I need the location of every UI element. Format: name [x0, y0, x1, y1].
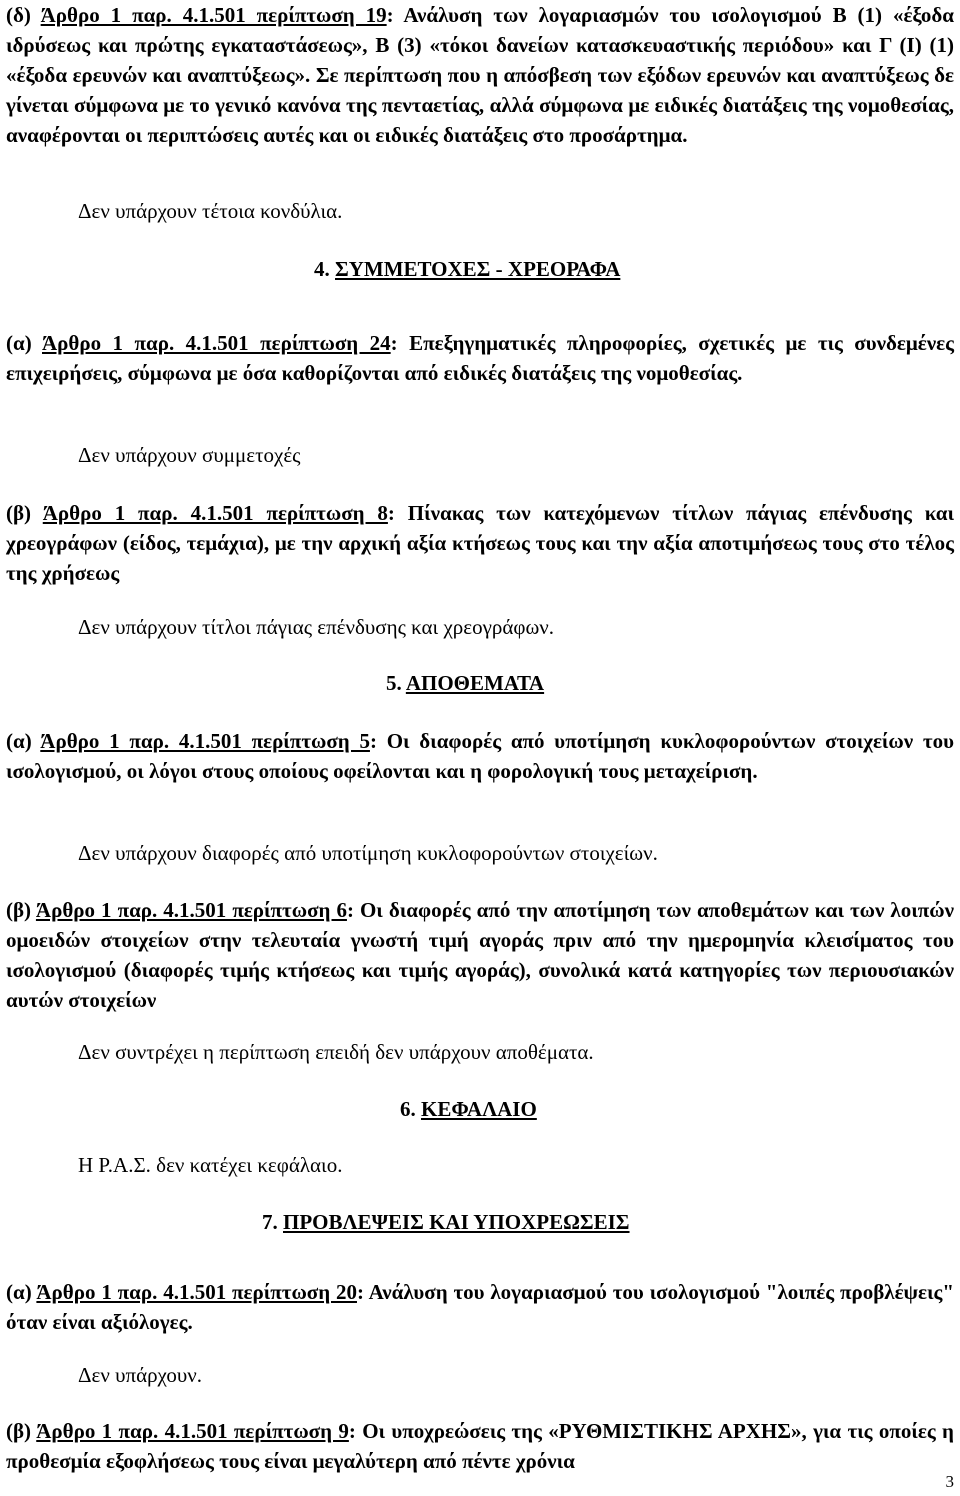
paragraph-text: : Επεξηγηματικές πληροφορίες, σχετικές με τις συνδεμένες επιχειρήσεις, σύμφωνα με όσα καθορίζονται από ειδικές διατάξεις της νομοθεσίας.	[6, 331, 954, 385]
answer-no-such-items	[6, 196, 960, 226]
article-reference: Άρθρο 1 παρ. 4.1.501 περίπτωση 9	[36, 1419, 349, 1443]
answer-text: Δεν υπάρχουν τέτοια κονδύλια.	[78, 199, 343, 223]
answer-no-differences	[6, 838, 960, 868]
paragraph-text: : Πίνακας των κατεχόμενων τίτλων πάγιας επένδυσης και χρεογράφων (είδος, τεμάχια), με την αρχική αξία κτήσεως τους και την αξία αποτιμήσεως τους στο τέλος της χρήσεως	[6, 501, 954, 585]
section-number: 7.	[262, 1210, 283, 1234]
item-label: (δ)	[6, 3, 41, 27]
paragraph-article-5	[6, 726, 954, 786]
answer-text: Η Ρ.Α.Σ. δεν κατέχει κεφάλαιο.	[78, 1153, 343, 1177]
paragraph-text: : Οι διαφορές από υποτίμηση κυκλοφορούντων στοιχείων του ισολογισμού, οι λόγοι στους οποίους οφείλονται και η φορολογική τους μεταχείριση.	[6, 729, 954, 783]
paragraph-text: : Ανάλυση των λογαριασμών του ισολογισμού Β (1) «έξοδα ιδρύσεως και πρώτης εγκαταστάσεως», Β (3) «τόκοι δανείων κατασκευαστικής περιόδου» και Γ (Ι) (1) «έξοδα ερευνών και αναπτύξεως». Σε περίπτωση που η απόσβεση των εξόδων ερευνών και αναπτύξεως δε γίνεται σύμφωνα με το γενικό κανόνα της πενταετίας, αλλά σύμφωνα με ειδικές διατάξεις της νομοθεσίας, αναφέρονται οι περιπτώσεις αυτές και οι ειδικές διατάξεις στο προσάρτημα.	[6, 3, 954, 147]
section-number: 5.	[386, 671, 406, 695]
paragraph-article-24	[6, 328, 954, 388]
answer-no-titles	[6, 612, 960, 642]
item-label: (α)	[6, 1280, 37, 1304]
section-number: 4.	[314, 257, 335, 281]
article-reference: Άρθρο 1 παρ. 4.1.501 περίπτωση 5	[40, 729, 370, 753]
item-label: (β)	[6, 501, 43, 525]
answer-text: Δεν υπάρχουν τίτλοι πάγιας επένδυσης και χρεογράφων.	[78, 615, 555, 639]
article-reference: Άρθρο 1 παρ. 4.1.501 περίπτωση 24	[42, 331, 391, 355]
item-label: (α)	[6, 331, 42, 355]
item-label: (α)	[6, 729, 41, 753]
paragraph-text: : Οι διαφορές από την αποτίμηση των αποθεμάτων και των λοιπών ομοειδών στοιχείων στην τελευταία γνωστή τιμή αγοράς πριν από την ημερομηνία κλεισίματος του ισολογισμού (διαφορές τιμής κτήσεως και τιμής αγοράς), συνολικά κατά κατηγορίες των περιουσιακών αυτών στοιχείων	[6, 898, 954, 1012]
answer-no-participations	[6, 440, 960, 470]
paragraph-article-20	[6, 1277, 954, 1337]
paragraph-text: : Ανάλυση του λογαριασμού του ισολογισμού "λοιπές προβλέψεις" όταν είναι αξιόλογες.	[6, 1280, 955, 1334]
answer-no-inventory	[6, 1037, 960, 1067]
article-reference: Άρθρο 1 παρ. 4.1.501 περίπτωση 8	[42, 501, 388, 525]
item-label: (β)	[6, 898, 36, 922]
page-number: 3	[945, 1472, 954, 1491]
answer-text: Δεν υπάρχουν.	[78, 1363, 203, 1387]
answer-none	[6, 1360, 960, 1390]
paragraph-text: : Οι υποχρεώσεις της «ΡΥΘΜΙΣΤΙΚΗΣ ΑΡΧΗΣ», για τις οποίες η προθεσμία εξοφλήσεως τους είναι μεγαλύτερη από πέντε χρόνια	[6, 1419, 954, 1473]
article-reference: Άρθρο 1 παρ. 4.1.501 περίπτωση 20	[36, 1280, 357, 1304]
answer-text: Δεν υπάρχουν συμμετοχές	[78, 443, 301, 467]
section-title: ΠΡΟΒΛΕΨΕΙΣ ΚΑΙ ΥΠΟΧΡΕΩΣΕΙΣ	[283, 1210, 630, 1234]
paragraph-article-9	[6, 1416, 954, 1476]
answer-text: Δεν υπάρχουν διαφορές από υποτίμηση κυκλοφορούντων στοιχείων.	[78, 841, 658, 865]
section-heading-4	[314, 254, 620, 284]
paragraph-article-6	[6, 895, 954, 1015]
article-reference: Άρθρο 1 παρ. 4.1.501 περίπτωση 6	[35, 898, 347, 922]
article-reference: Άρθρο 1 παρ. 4.1.501 περίπτωση 19	[40, 3, 387, 27]
paragraph-article-19	[6, 0, 954, 150]
answer-text: Δεν συντρέχει η περίπτωση επειδή δεν υπάρχουν αποθέματα.	[78, 1040, 594, 1064]
section-title: ΣΥΜΜΕΤΟΧΕΣ - ΧΡΕΟΡΑΦΑ	[335, 257, 621, 281]
section-title: ΑΠΟΘΕΜΑΤΑ	[405, 671, 545, 695]
section-heading-6	[400, 1094, 537, 1124]
answer-no-capital	[6, 1150, 960, 1180]
section-title: ΚΕΦΑΛΑΙΟ	[421, 1097, 537, 1121]
paragraph-article-8	[6, 498, 954, 588]
section-heading-7	[262, 1207, 630, 1237]
section-number: 6.	[400, 1097, 421, 1121]
item-label: (β)	[6, 1419, 37, 1443]
section-heading-5	[386, 668, 544, 698]
